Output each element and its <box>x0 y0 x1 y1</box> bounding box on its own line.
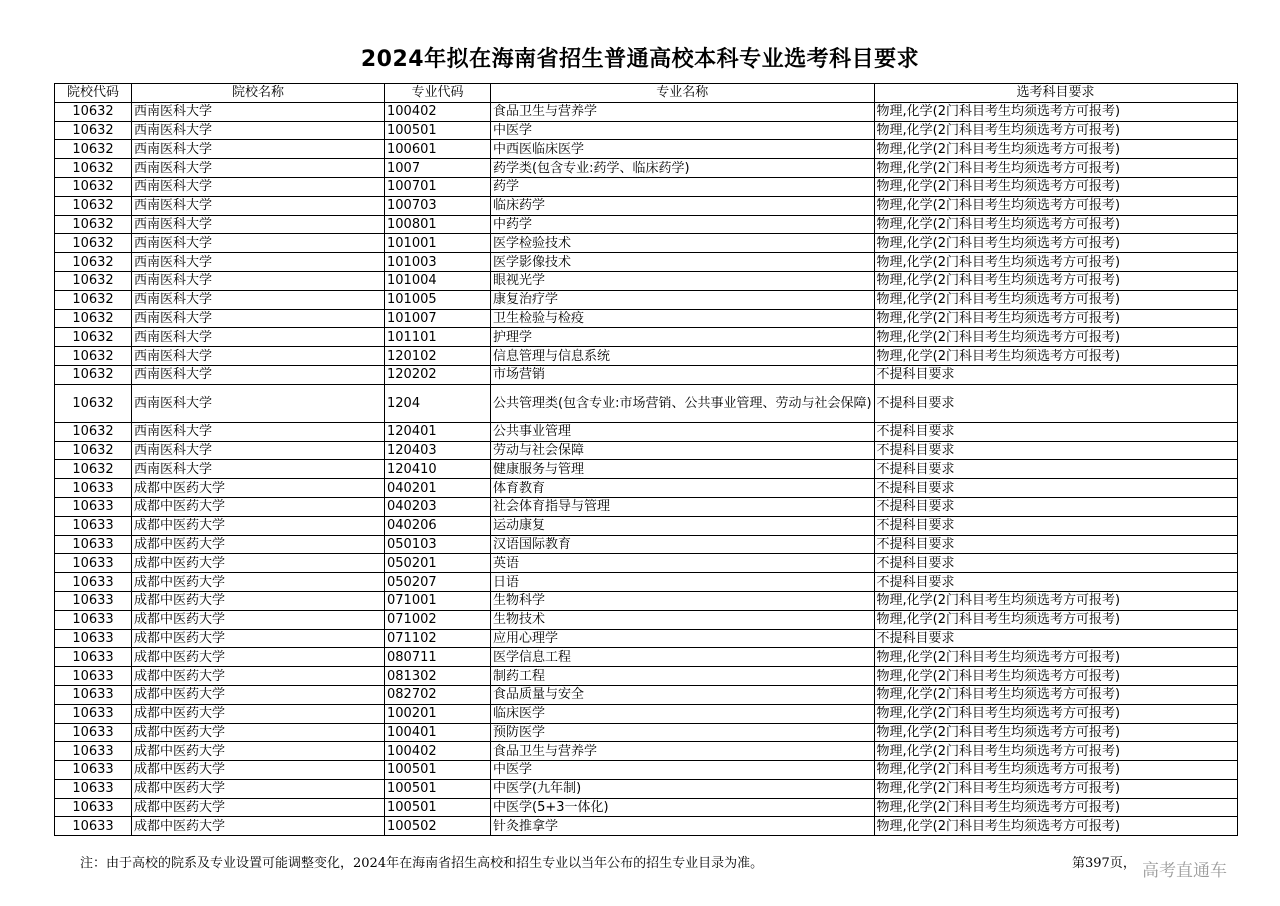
subject-requirement-cell: 物理,化学(2门科目考生均须选考方可报考) <box>874 648 1237 667</box>
table-row <box>55 177 1238 196</box>
major-code-cell: 100401 <box>385 723 491 742</box>
school-code-cell: 10633 <box>55 479 132 498</box>
table-row <box>55 140 1238 159</box>
major-code-cell: 100402 <box>385 742 491 761</box>
school-code-cell: 10632 <box>55 196 132 215</box>
subject-requirement-cell: 物理,化学(2门科目考生均须选考方可报考) <box>874 177 1237 196</box>
school-code-cell: 10632 <box>55 328 132 347</box>
major-code-cell: 101003 <box>385 253 491 272</box>
school-code-cell: 10632 <box>55 102 132 121</box>
school-code-cell: 10632 <box>55 159 132 178</box>
major-name-cell: 健康服务与管理 <box>491 460 875 479</box>
subject-requirement-cell: 物理,化学(2门科目考生均须选考方可报考) <box>874 704 1237 723</box>
school-name-cell: 成都中医药大学 <box>132 685 385 704</box>
school-code-cell: 10633 <box>55 516 132 535</box>
table-row <box>55 384 1238 422</box>
table-row <box>55 723 1238 742</box>
major-code-cell: 101101 <box>385 328 491 347</box>
school-code-cell: 10633 <box>55 573 132 592</box>
school-name-cell: 西南医科大学 <box>132 234 385 253</box>
major-code-cell: 101005 <box>385 290 491 309</box>
major-code-cell: 100601 <box>385 140 491 159</box>
school-name-cell: 西南医科大学 <box>132 159 385 178</box>
school-name-cell: 西南医科大学 <box>132 121 385 140</box>
major-code-cell: 100502 <box>385 817 491 836</box>
major-code-cell: 120102 <box>385 347 491 366</box>
major-name-cell: 中医学 <box>491 761 875 780</box>
subject-requirement-cell: 物理,化学(2门科目考生均须选考方可报考) <box>874 102 1237 121</box>
major-code-cell: 100402 <box>385 102 491 121</box>
major-name-cell: 中医学(九年制) <box>491 779 875 798</box>
major-code-cell: 101001 <box>385 234 491 253</box>
table-row <box>55 761 1238 780</box>
table-row <box>55 685 1238 704</box>
subject-requirement-cell: 物理,化学(2门科目考生均须选考方可报考) <box>874 723 1237 742</box>
subject-requirement-cell: 物理,化学(2门科目考生均须选考方可报考) <box>874 253 1237 272</box>
school-name-cell: 成都中医药大学 <box>132 479 385 498</box>
school-code-cell: 10632 <box>55 121 132 140</box>
school-name-cell: 成都中医药大学 <box>132 817 385 836</box>
table-row <box>55 516 1238 535</box>
school-name-cell: 成都中医药大学 <box>132 535 385 554</box>
watermark: 高考直通车 <box>1142 861 1227 881</box>
school-name-cell: 成都中医药大学 <box>132 648 385 667</box>
major-name-cell: 医学检验技术 <box>491 234 875 253</box>
subject-requirement-cell: 物理,化学(2门科目考生均须选考方可报考) <box>874 347 1237 366</box>
subject-requirement-cell: 物理,化学(2门科目考生均须选考方可报考) <box>874 159 1237 178</box>
subject-requirement-cell: 不提科目要求 <box>874 535 1237 554</box>
school-code-cell: 10633 <box>55 591 132 610</box>
subject-requirement-cell: 不提科目要求 <box>874 554 1237 573</box>
major-name-cell: 针灸推拿学 <box>491 817 875 836</box>
major-code-cell: 081302 <box>385 667 491 686</box>
subject-requirement-cell: 物理,化学(2门科目考生均须选考方可报考) <box>874 610 1237 629</box>
subject-requirement-cell: 不提科目要求 <box>874 479 1237 498</box>
table-row <box>55 290 1238 309</box>
school-name-cell: 成都中医药大学 <box>132 629 385 648</box>
header-subject-requirement: 选考科目要求 <box>874 84 1237 103</box>
table-row <box>55 121 1238 140</box>
major-name-cell: 药学类(包含专业:药学、临床药学) <box>491 159 875 178</box>
major-name-cell: 应用心理学 <box>491 629 875 648</box>
school-name-cell: 西南医科大学 <box>132 365 385 384</box>
table-row <box>55 629 1238 648</box>
school-name-cell: 西南医科大学 <box>132 102 385 121</box>
major-code-cell: 100501 <box>385 779 491 798</box>
major-name-cell: 食品质量与安全 <box>491 685 875 704</box>
school-code-cell: 10633 <box>55 497 132 516</box>
major-code-cell: 100801 <box>385 215 491 234</box>
major-name-cell: 医学影像技术 <box>491 253 875 272</box>
subject-requirement-cell: 物理,化学(2门科目考生均须选考方可报考) <box>874 328 1237 347</box>
school-name-cell: 西南医科大学 <box>132 177 385 196</box>
requirements-table <box>54 83 1238 836</box>
school-name-cell: 成都中医药大学 <box>132 779 385 798</box>
table-row <box>55 422 1238 441</box>
table-row <box>55 479 1238 498</box>
subject-requirement-cell: 不提科目要求 <box>874 629 1237 648</box>
school-name-cell: 西南医科大学 <box>132 309 385 328</box>
school-name-cell: 成都中医药大学 <box>132 667 385 686</box>
page-number: 第397页， <box>1072 856 1136 871</box>
major-name-cell: 生物技术 <box>491 610 875 629</box>
school-code-cell: 10632 <box>55 384 132 422</box>
major-code-cell: 071102 <box>385 629 491 648</box>
school-code-cell: 10633 <box>55 798 132 817</box>
major-code-cell: 040201 <box>385 479 491 498</box>
school-code-cell: 10633 <box>55 610 132 629</box>
major-code-cell: 120401 <box>385 422 491 441</box>
major-code-cell: 120403 <box>385 441 491 460</box>
school-code-cell: 10632 <box>55 441 132 460</box>
major-code-cell: 040206 <box>385 516 491 535</box>
major-name-cell: 卫生检验与检疫 <box>491 309 875 328</box>
table-row <box>55 460 1238 479</box>
major-code-cell: 050103 <box>385 535 491 554</box>
major-name-cell: 护理学 <box>491 328 875 347</box>
school-name-cell: 西南医科大学 <box>132 140 385 159</box>
table-row <box>55 779 1238 798</box>
school-code-cell: 10633 <box>55 817 132 836</box>
table-row <box>55 742 1238 761</box>
school-name-cell: 成都中医药大学 <box>132 761 385 780</box>
table-row <box>55 591 1238 610</box>
school-code-cell: 10632 <box>55 140 132 159</box>
subject-requirement-cell: 物理,化学(2门科目考生均须选考方可报考) <box>874 234 1237 253</box>
school-code-cell: 10632 <box>55 177 132 196</box>
school-name-cell: 西南医科大学 <box>132 460 385 479</box>
subject-requirement-cell: 物理,化学(2门科目考生均须选考方可报考) <box>874 215 1237 234</box>
school-code-cell: 10633 <box>55 535 132 554</box>
major-name-cell: 食品卫生与营养学 <box>491 102 875 121</box>
school-name-cell: 成都中医药大学 <box>132 497 385 516</box>
school-code-cell: 10632 <box>55 234 132 253</box>
major-name-cell: 信息管理与信息系统 <box>491 347 875 366</box>
subject-requirement-cell: 不提科目要求 <box>874 384 1237 422</box>
school-name-cell: 西南医科大学 <box>132 196 385 215</box>
school-name-cell: 成都中医药大学 <box>132 591 385 610</box>
major-code-cell: 1204 <box>385 384 491 422</box>
school-name-cell: 成都中医药大学 <box>132 610 385 629</box>
school-name-cell: 西南医科大学 <box>132 290 385 309</box>
school-name-cell: 成都中医药大学 <box>132 573 385 592</box>
major-name-cell: 公共管理类(包含专业:市场营销、公共事业管理、劳动与社会保障) <box>491 384 875 422</box>
major-code-cell: 101004 <box>385 271 491 290</box>
major-name-cell: 临床药学 <box>491 196 875 215</box>
major-name-cell: 劳动与社会保障 <box>491 441 875 460</box>
major-code-cell: 071002 <box>385 610 491 629</box>
school-name-cell: 西南医科大学 <box>132 271 385 290</box>
subject-requirement-cell: 物理,化学(2门科目考生均须选考方可报考) <box>874 685 1237 704</box>
table-row <box>55 215 1238 234</box>
header-school-code: 院校代码 <box>55 84 132 103</box>
school-code-cell: 10633 <box>55 742 132 761</box>
major-code-cell: 120202 <box>385 365 491 384</box>
school-code-cell: 10633 <box>55 629 132 648</box>
major-code-cell: 100501 <box>385 121 491 140</box>
subject-requirement-cell: 物理,化学(2门科目考生均须选考方可报考) <box>874 817 1237 836</box>
table-row <box>55 817 1238 836</box>
school-code-cell: 10632 <box>55 253 132 272</box>
school-code-cell: 10632 <box>55 290 132 309</box>
major-name-cell: 市场营销 <box>491 365 875 384</box>
school-code-cell: 10632 <box>55 365 132 384</box>
table-row <box>55 441 1238 460</box>
table-row <box>55 253 1238 272</box>
table-row <box>55 102 1238 121</box>
subject-requirement-cell: 物理,化学(2门科目考生均须选考方可报考) <box>874 196 1237 215</box>
school-code-cell: 10632 <box>55 422 132 441</box>
table-row <box>55 365 1238 384</box>
school-code-cell: 10633 <box>55 685 132 704</box>
subject-requirement-cell: 物理,化学(2门科目考生均须选考方可报考) <box>874 591 1237 610</box>
table-body <box>55 102 1238 835</box>
major-name-cell: 汉语国际教育 <box>491 535 875 554</box>
school-code-cell: 10632 <box>55 460 132 479</box>
subject-requirement-cell: 物理,化学(2门科目考生均须选考方可报考) <box>874 290 1237 309</box>
subject-requirement-cell: 不提科目要求 <box>874 497 1237 516</box>
subject-requirement-cell: 物理,化学(2门科目考生均须选考方可报考) <box>874 271 1237 290</box>
subject-requirement-cell: 不提科目要求 <box>874 516 1237 535</box>
table-row <box>55 497 1238 516</box>
table-header-row <box>55 84 1238 103</box>
major-code-cell: 050207 <box>385 573 491 592</box>
major-code-cell: 100501 <box>385 761 491 780</box>
table-row <box>55 610 1238 629</box>
school-code-cell: 10633 <box>55 704 132 723</box>
major-code-cell: 101007 <box>385 309 491 328</box>
major-name-cell: 中药学 <box>491 215 875 234</box>
school-code-cell: 10633 <box>55 648 132 667</box>
header-school-name: 院校名称 <box>132 84 385 103</box>
school-name-cell: 成都中医药大学 <box>132 742 385 761</box>
subject-requirement-cell: 不提科目要求 <box>874 441 1237 460</box>
school-name-cell: 西南医科大学 <box>132 422 385 441</box>
major-name-cell: 社会体育指导与管理 <box>491 497 875 516</box>
table-row <box>55 196 1238 215</box>
subject-requirement-cell: 物理,化学(2门科目考生均须选考方可报考) <box>874 121 1237 140</box>
school-name-cell: 成都中医药大学 <box>132 723 385 742</box>
table-row <box>55 667 1238 686</box>
school-code-cell: 10633 <box>55 554 132 573</box>
school-name-cell: 西南医科大学 <box>132 347 385 366</box>
table-row <box>55 573 1238 592</box>
major-name-cell: 中医学 <box>491 121 875 140</box>
major-code-cell: 1007 <box>385 159 491 178</box>
subject-requirement-cell: 物理,化学(2门科目考生均须选考方可报考) <box>874 309 1237 328</box>
school-name-cell: 西南医科大学 <box>132 215 385 234</box>
subject-requirement-cell: 物理,化学(2门科目考生均须选考方可报考) <box>874 140 1237 159</box>
subject-requirement-cell: 物理,化学(2门科目考生均须选考方可报考) <box>874 798 1237 817</box>
subject-requirement-cell: 不提科目要求 <box>874 365 1237 384</box>
school-name-cell: 西南医科大学 <box>132 441 385 460</box>
subject-requirement-cell: 不提科目要求 <box>874 460 1237 479</box>
table-row <box>55 704 1238 723</box>
major-name-cell: 眼视光学 <box>491 271 875 290</box>
major-name-cell: 预防医学 <box>491 723 875 742</box>
school-code-cell: 10632 <box>55 347 132 366</box>
subject-requirement-cell: 物理,化学(2门科目考生均须选考方可报考) <box>874 779 1237 798</box>
table-row <box>55 159 1238 178</box>
major-name-cell: 制药工程 <box>491 667 875 686</box>
school-code-cell: 10633 <box>55 779 132 798</box>
table-row <box>55 234 1238 253</box>
major-code-cell: 050201 <box>385 554 491 573</box>
table-row <box>55 309 1238 328</box>
page-title: 2024年拟在海南省招生普通高校本科专业选考科目要求 <box>360 47 920 72</box>
major-name-cell: 体育教育 <box>491 479 875 498</box>
major-code-cell: 071001 <box>385 591 491 610</box>
school-name-cell: 成都中医药大学 <box>132 516 385 535</box>
subject-requirement-cell: 物理,化学(2门科目考生均须选考方可报考) <box>874 742 1237 761</box>
major-name-cell: 药学 <box>491 177 875 196</box>
major-code-cell: 120410 <box>385 460 491 479</box>
major-name-cell: 中医学(5+3一体化) <box>491 798 875 817</box>
school-name-cell: 成都中医药大学 <box>132 554 385 573</box>
major-name-cell: 康复治疗学 <box>491 290 875 309</box>
school-code-cell: 10632 <box>55 215 132 234</box>
table-row <box>55 798 1238 817</box>
major-code-cell: 100501 <box>385 798 491 817</box>
major-name-cell: 日语 <box>491 573 875 592</box>
school-name-cell: 西南医科大学 <box>132 328 385 347</box>
major-name-cell: 公共事业管理 <box>491 422 875 441</box>
subject-requirement-cell: 物理,化学(2门科目考生均须选考方可报考) <box>874 761 1237 780</box>
school-name-cell: 西南医科大学 <box>132 384 385 422</box>
major-name-cell: 食品卫生与营养学 <box>491 742 875 761</box>
header-major-name: 专业名称 <box>491 84 875 103</box>
table-row <box>55 271 1238 290</box>
major-code-cell: 100201 <box>385 704 491 723</box>
school-code-cell: 10633 <box>55 667 132 686</box>
major-name-cell: 生物科学 <box>491 591 875 610</box>
footnote: 注：由于高校的院系及专业设置可能调整变化，2024年在海南省招生高校和招生专业以当年公布的招生专业目录为准。 <box>80 856 764 871</box>
subject-requirement-cell: 不提科目要求 <box>874 573 1237 592</box>
school-code-cell: 10633 <box>55 761 132 780</box>
major-name-cell: 中西医临床医学 <box>491 140 875 159</box>
major-code-cell: 080711 <box>385 648 491 667</box>
school-name-cell: 西南医科大学 <box>132 253 385 272</box>
major-code-cell: 040203 <box>385 497 491 516</box>
subject-requirement-cell: 物理,化学(2门科目考生均须选考方可报考) <box>874 667 1237 686</box>
table-row <box>55 554 1238 573</box>
table-row <box>55 347 1238 366</box>
major-code-cell: 100701 <box>385 177 491 196</box>
school-name-cell: 成都中医药大学 <box>132 704 385 723</box>
school-code-cell: 10633 <box>55 723 132 742</box>
subject-requirement-cell: 不提科目要求 <box>874 422 1237 441</box>
table-row <box>55 648 1238 667</box>
school-code-cell: 10632 <box>55 309 132 328</box>
table-row <box>55 328 1238 347</box>
school-code-cell: 10632 <box>55 271 132 290</box>
major-name-cell: 临床医学 <box>491 704 875 723</box>
header-major-code: 专业代码 <box>385 84 491 103</box>
school-name-cell: 成都中医药大学 <box>132 798 385 817</box>
table-row <box>55 535 1238 554</box>
major-code-cell: 100703 <box>385 196 491 215</box>
major-name-cell: 英语 <box>491 554 875 573</box>
major-name-cell: 运动康复 <box>491 516 875 535</box>
major-name-cell: 医学信息工程 <box>491 648 875 667</box>
major-code-cell: 082702 <box>385 685 491 704</box>
